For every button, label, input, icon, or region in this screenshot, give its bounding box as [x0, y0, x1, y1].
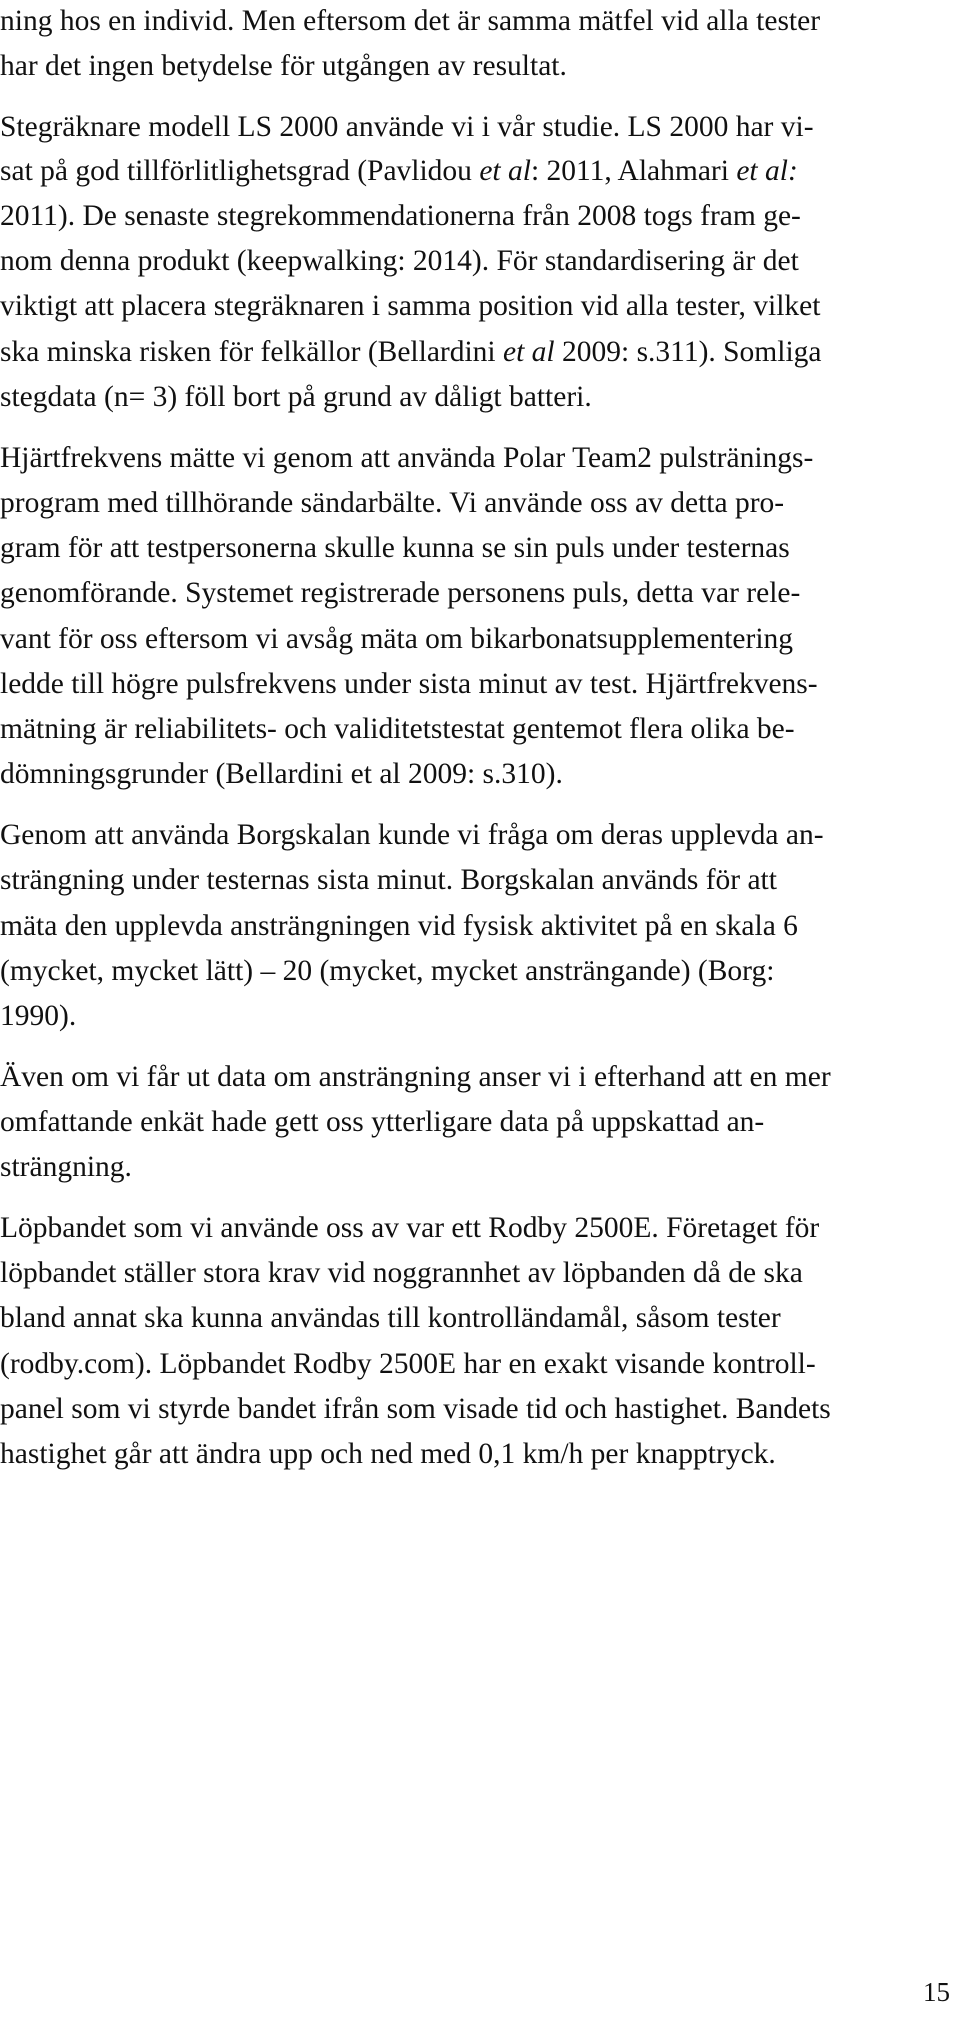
text-line: hastighet går att ändra upp och ned med 0,1 km/h per knapptryck.	[0, 1438, 776, 1470]
text-line: ning hos en individ. Men eftersom det är samma mätfel vid alla tester	[0, 5, 821, 37]
text-line: viktigt att placera stegräknaren i samma position vid alla tester, vilket	[0, 290, 821, 322]
text-line: strängning.	[0, 1151, 132, 1183]
text-line: sat på god tillförlitlighetsgrad (Pavlidou et al: 2011, Alahmari et al:	[0, 155, 798, 187]
text-line: ledde till högre pulsfrekvens under sista minut av test. Hjärtfrekvens-	[0, 668, 818, 700]
text-line: panel som vi styrde bandet ifrån som visade tid och hastighet. Bandets	[0, 1393, 831, 1425]
text-line: Genom att använda Borgskalan kunde vi fråga om deras upplevda an-	[0, 819, 824, 851]
text-line: Stegräknare modell LS 2000 använde vi i vår studie. LS 2000 har vi-	[0, 111, 814, 143]
text-line: ska minska risken för felkällor (Bellardini et al 2009: s.311). Somliga	[0, 336, 822, 368]
text-line: nom denna produkt (keepwalking: 2014). För standardisering är det	[0, 245, 799, 277]
text-line: bland annat ska kunna användas till kontrolländamål, såsom tester	[0, 1302, 781, 1334]
text-line: dömningsgrunder (Bellardini et al 2009: s.310).	[0, 758, 563, 790]
text-line: vant för oss eftersom vi avsåg mäta om bikarbonatsupplementering	[0, 623, 794, 655]
text-line: gram för att testpersonerna skulle kunna se sin puls under testernas	[0, 532, 790, 564]
text-line: strängning under testernas sista minut. Borgskalan används för att	[0, 864, 777, 896]
text-line: stegdata (n= 3) föll bort på grund av dåligt batteri.	[0, 381, 592, 413]
text-line: 2011). De senaste stegrekommendationerna från 2008 togs fram ge-	[0, 200, 801, 232]
text-line: Även om vi får ut data om ansträngning anser vi i efterhand att en mer	[0, 1061, 831, 1093]
page-number: 15	[923, 1977, 950, 2007]
text-line: mäta den upplevda ansträngningen vid fysisk aktivitet på en skala 6	[0, 910, 798, 942]
text-line: mätning är reliabilitets- och validitetstestat gentemot flera olika be-	[0, 713, 795, 745]
text-line: omfattande enkät hade gett oss ytterligare data på uppskattad an-	[0, 1106, 765, 1138]
text-line: genomförande. Systemet registrerade personens puls, detta var rele-	[0, 577, 801, 609]
text-line: 1990).	[0, 1000, 77, 1032]
text-line: Löpbandet som vi använde oss av var ett Rodby 2500E. Företaget för	[0, 1212, 820, 1244]
text-line: Hjärtfrekvens mätte vi genom att använda Polar Team2 pulstränings-	[0, 442, 814, 474]
text-line: (rodby.com). Löpbandet Rodby 2500E har en exakt visande kontroll-	[0, 1348, 816, 1380]
text-line: (mycket, mycket lätt) – 20 (mycket, mycket ansträngande) (Borg:	[0, 955, 775, 987]
text-line: program med tillhörande sändarbälte. Vi använde oss av detta pro-	[0, 487, 785, 519]
text-line: har det ingen betydelse för utgången av resultat.	[0, 50, 567, 82]
text-line: löpbandet ställer stora krav vid noggrannhet av löpbanden då de ska	[0, 1257, 803, 1289]
